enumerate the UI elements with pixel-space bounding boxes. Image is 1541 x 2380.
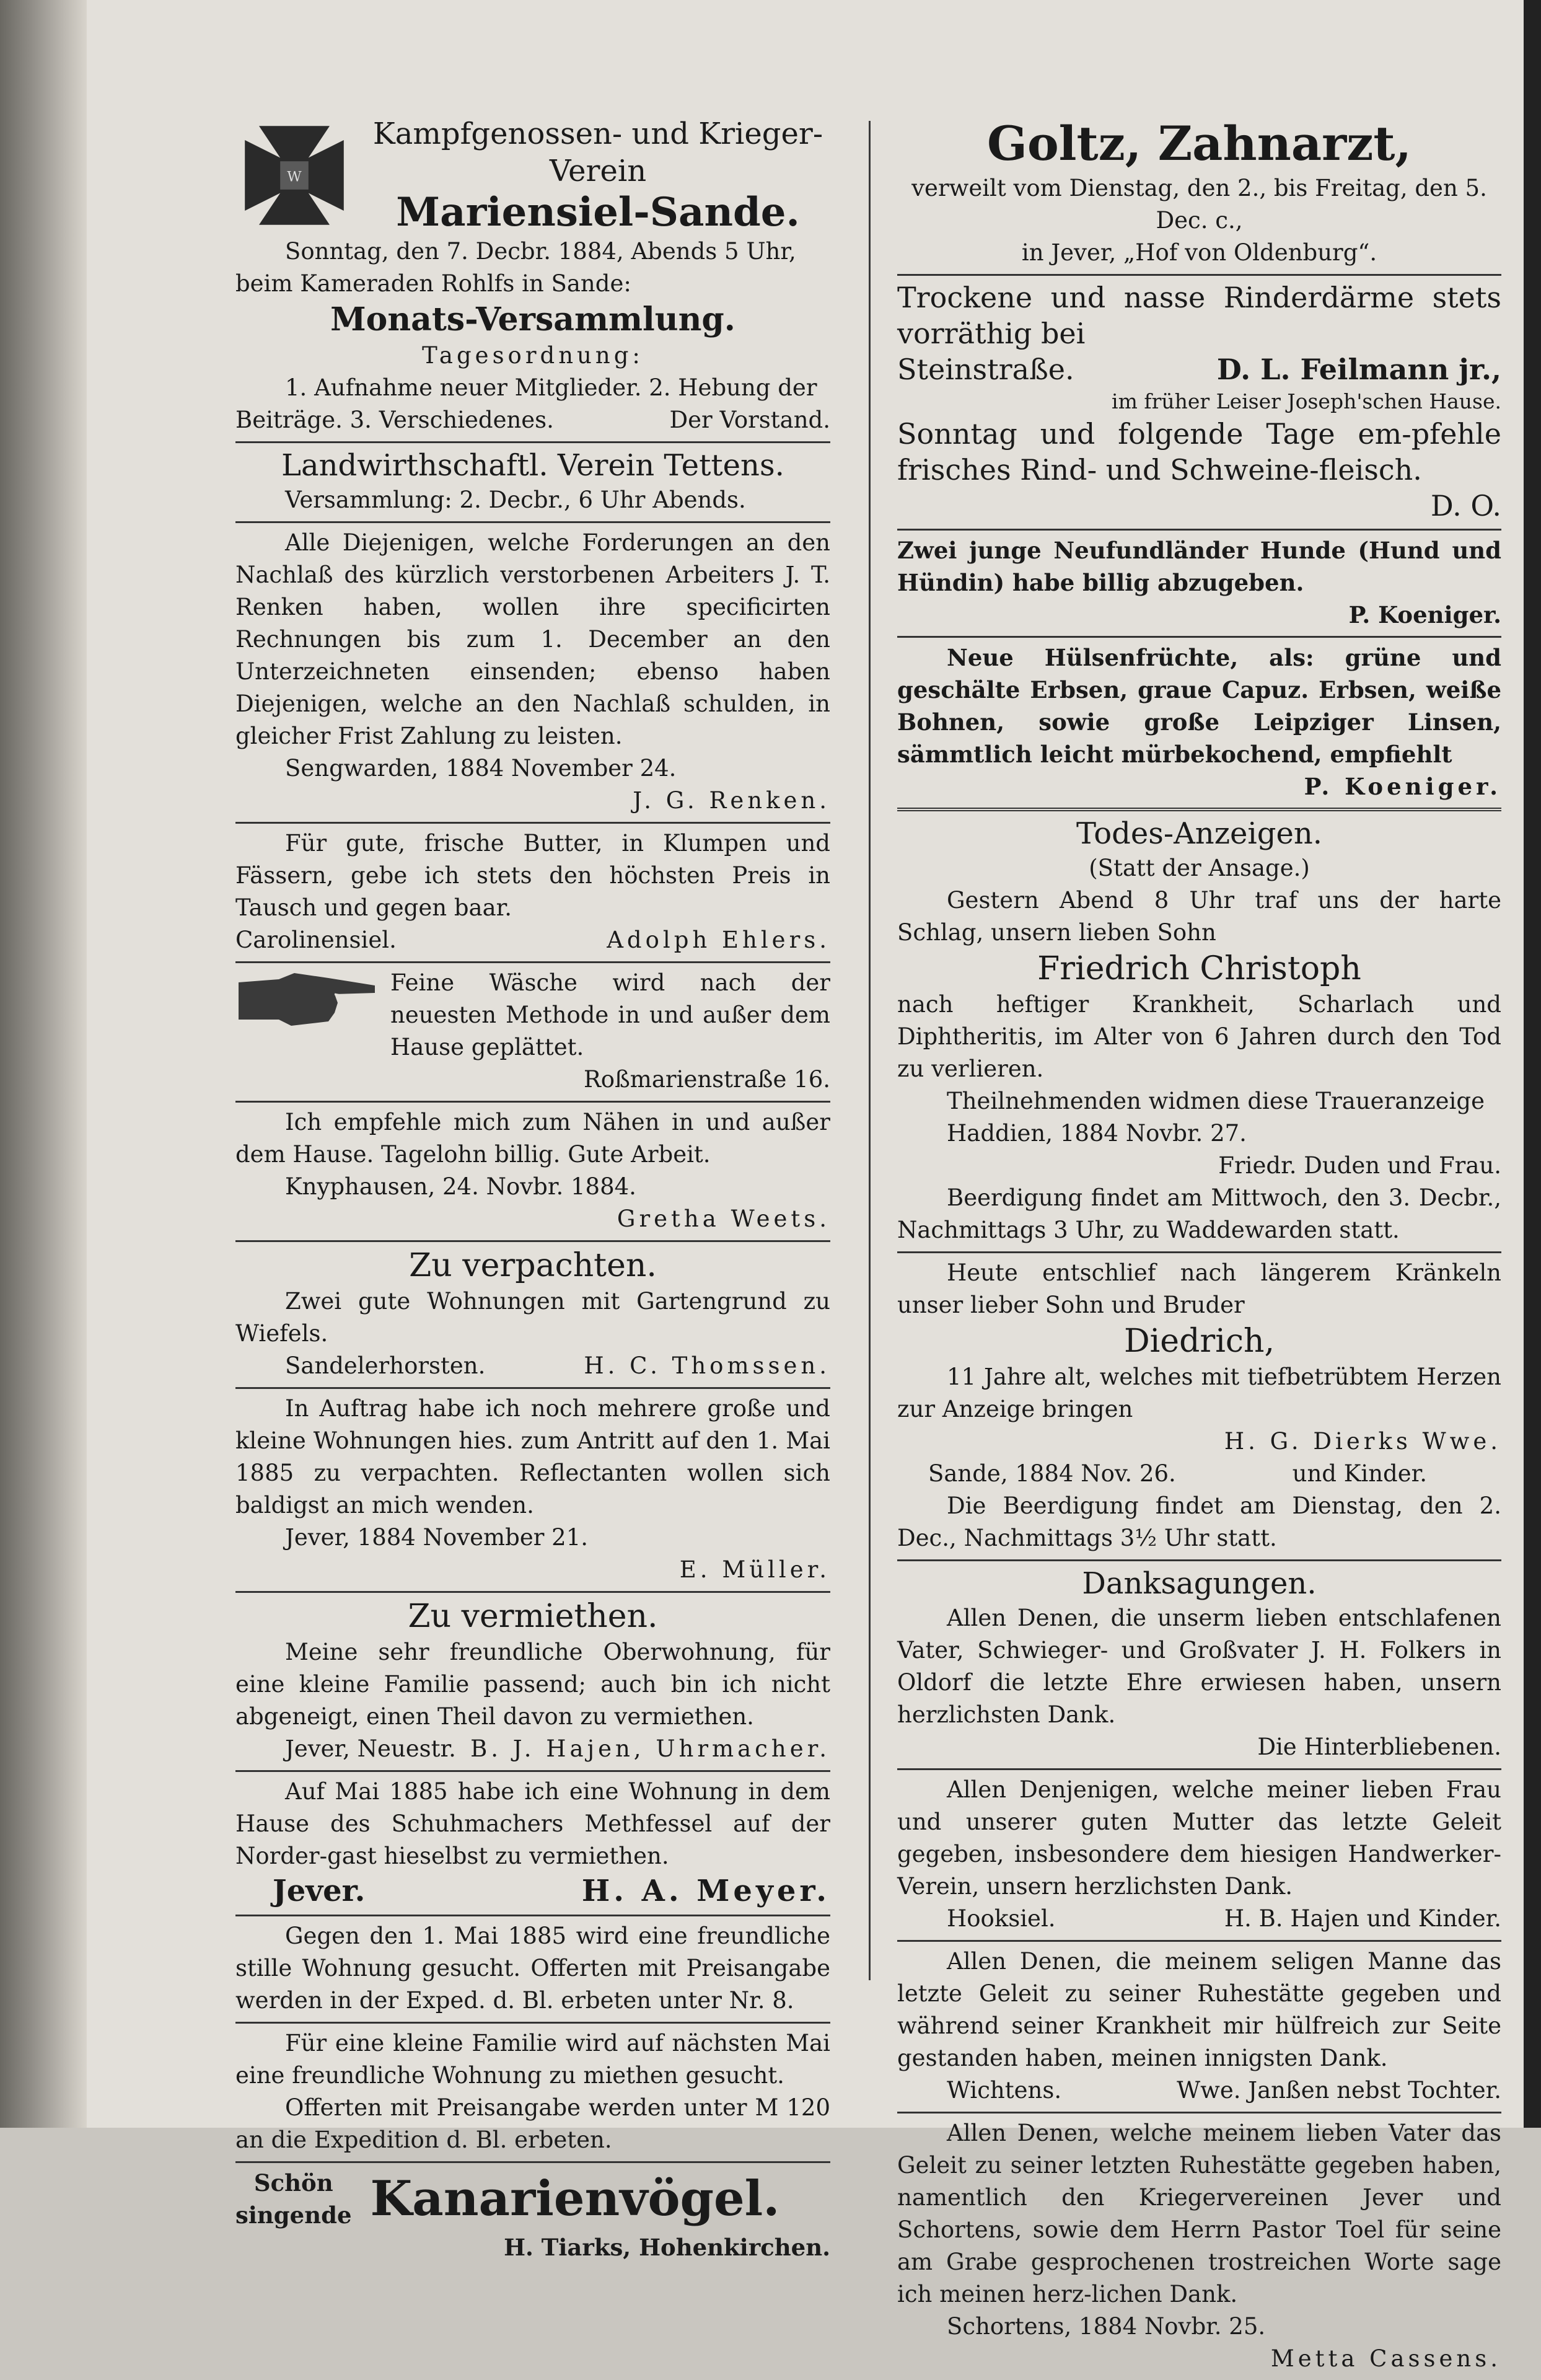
weets-text: Ich empfehle mich zum Nähen in und außer dem Hause. Tagelohn billig. Gute Arbeit.	[235, 1109, 830, 1168]
meyer-text: Auf Mai 1885 habe ich eine Wohnung in dem Hause des Schuhmachers Methfessel auf der Norder-gast hieselbst zu vermiethen.	[235, 1778, 830, 1869]
tettens-line: Versammlung: 2. Decbr., 6 Uhr Abends.	[285, 487, 746, 513]
weets-place: Knyphausen, 24. Novbr. 1884.	[285, 1173, 636, 1200]
kriegerverein-item-2: Beiträge. 3. Verschiedenes.	[235, 407, 554, 433]
ad-goltz	[897, 112, 1501, 276]
dierks-burial: Die Beerdigung findet am Dienstag, den 2. Dec., Nachmittags 3½ Uhr statt.	[897, 1492, 1501, 1551]
dank-title: Danksagungen.	[1082, 1566, 1317, 1601]
ad-feilmann	[897, 276, 1501, 531]
ad-ehlers	[235, 824, 830, 963]
huelsen-text: Neue Hülsenfrüchte, als: grüne und geschälte Erbsen, graue Capuz. Erbsen, weiße Bohnen, sowie große Leipziger Linsen, sämmtlich leicht mürbekochend, empfiehlt	[897, 644, 1501, 768]
mueller-text: In Auftrag habe ich noch mehrere große und kleine Wohnungen hies. zum Antritt auf den 1. Mai 1885 zu verpachten. Reflectanten wollen sich baldigst an mich wenden.	[235, 1395, 830, 1518]
ad-renken	[235, 523, 830, 824]
kriegerverein-heading: Monats-Versammlung.	[330, 301, 735, 338]
ad-gesucht-2	[235, 2024, 830, 2163]
feilmann-place: Steinstraße.	[897, 353, 1074, 386]
kanarien-signer: H. Tiarks, Hohenkirchen.	[504, 2234, 830, 2261]
kriegerverein-line-1: Sonntag, den 7. Decbr. 1884, Abends 5 Uhr,	[285, 238, 796, 265]
kriegerverein-title-1: Kampfgenossen- und Krieger-	[372, 117, 823, 151]
right-column	[897, 112, 1501, 2380]
duden-signer: Friedr. Duden und Frau.	[1218, 1152, 1501, 1179]
duden-name: Friedrich Christoph	[1037, 950, 1361, 987]
hajen-place: Hooksiel.	[947, 1905, 1056, 1932]
dierks-line-2: 11 Jahre alt, welches mit tiefbetrübtem Herzen zur Anzeige bringen	[897, 1364, 1501, 1422]
janssen-place: Wichtens.	[947, 2077, 1062, 2104]
feilmann-text-2: Sonntag und folgende Tage em-pfehle frisches Rind- und Schweine-fleisch.	[897, 417, 1501, 487]
ad-verpachten	[235, 1242, 830, 1389]
cassens-place: Schortens, 1884 Novbr. 25.	[947, 2313, 1266, 2340]
column-divider	[869, 121, 871, 1980]
kriegerverein-item-1: 1. Aufnahme neuer Mitglieder. 2. Hebung der	[285, 374, 817, 401]
ehlers-text: Für gute, frische Butter, in Klumpen und Fässern, gebe ich stets den höchsten Preis in Tausch und gegen baar.	[235, 830, 830, 921]
kriegerverein-header	[235, 115, 830, 236]
todes-title: Todes-Anzeigen.	[1076, 816, 1323, 851]
dierks-line-1: Heute entschlief nach längerem Kränkeln unser lieber Sohn und Bruder	[897, 1259, 1501, 1318]
kanarien-pre-1: Schön	[253, 2169, 333, 2197]
folkers-signer: Die Hinterbliebenen.	[1257, 1734, 1501, 1760]
ad-todesanzeige-dierks	[897, 1253, 1501, 1561]
ad-danksagung-hajen	[897, 1770, 1501, 1942]
ad-vermiethen	[235, 1593, 830, 1772]
gesucht2-text-2: Offerten mit Preisangabe werden unter M 120 an die Expedition d. Bl. erbeten.	[235, 2094, 830, 2153]
ehlers-signer: Adolph Ehlers.	[607, 927, 830, 953]
dierks-signer: H. G. Dierks Wwe.	[1224, 1428, 1501, 1455]
gesucht2-text: Für eine kleine Familie wird auf nächsten Mai eine freundliche Wohnung zu miethen gesucht.	[235, 2030, 830, 2089]
ad-hunde	[897, 531, 1501, 638]
kriegerverein-title-2: Verein	[549, 154, 647, 188]
ad-weets	[235, 1103, 830, 1242]
verpachten-place: Sandelerhorsten.	[285, 1352, 486, 1379]
book-gutter	[0, 0, 87, 2128]
duden-place: Haddien, 1884 Novbr. 27.	[947, 1120, 1247, 1147]
hunde-text: Zwei junge Neufundländer Hunde (Hund und Hündin) habe billig abzugeben.	[897, 537, 1501, 596]
goltz-line-2: in Jever, „Hof von Oldenburg“.	[1021, 239, 1377, 266]
page-edge	[1524, 0, 1541, 2128]
ad-danksagung-cassens	[897, 2113, 1501, 2380]
kanarien-title: Kanarienvögel.	[370, 2171, 780, 2227]
verpachten-text: Zwei gute Wohnungen mit Gartengrund zu Wiefels.	[235, 1288, 830, 1347]
ad-danksagung-folkers	[897, 1561, 1501, 1770]
weets-signer: Gretha Weets.	[617, 1205, 830, 1232]
dierks-name: Diedrich,	[1123, 1323, 1275, 1360]
hunde-signer: P. Koeniger.	[1348, 601, 1501, 628]
mueller-place: Jever, 1884 November 21.	[285, 1524, 589, 1551]
dierks-signer-2: und Kinder.	[1292, 1460, 1427, 1487]
cassens-signer: Metta Cassens.	[1270, 2345, 1501, 2372]
duden-line-1: Gestern Abend 8 Uhr traf uns der harte Schlag, unsern lieben Sohn	[897, 887, 1501, 946]
ad-todesanzeige-duden	[897, 811, 1501, 1253]
ad-gesucht-1	[235, 1916, 830, 2024]
ad-danksagung-janssen	[897, 1942, 1501, 2113]
tettens-title: Landwirthschaftl. Verein Tettens.	[281, 448, 784, 483]
ad-kriegerverein	[235, 112, 830, 443]
vermiethen-signer: B. J. Hajen, Uhrmacher.	[470, 1735, 830, 1762]
feilmann-text: Trockene und nasse Rinderdärme stets vorräthig bei	[897, 281, 1501, 350]
vermiethen-text: Meine sehr freundliche Oberwohnung, für eine kleine Familie passend; auch bin ich nicht abgeneigt, einen Theil davon zu vermiethen.	[235, 1639, 830, 1730]
ad-waesche	[235, 963, 830, 1103]
janssen-signer: Wwe. Janßen nebst Tochter.	[1177, 2077, 1501, 2104]
folkers-text: Allen Denen, die unserm lieben entschlafenen Vater, Schwieger- und Großvater J. H. Folkers in Oldorf die letzte Ehre erwiesen haben, unsern herzlichsten Dank.	[897, 1605, 1501, 1728]
meyer-signer: H. A. Meyer.	[581, 1874, 830, 1908]
ad-meyer	[235, 1772, 830, 1916]
ad-mueller	[235, 1389, 830, 1593]
renken-signer: J. G. Renken.	[633, 787, 830, 814]
waesche-address: Roßmarienstraße 16.	[583, 1066, 830, 1093]
goltz-title: Goltz, Zahnarzt,	[987, 116, 1411, 171]
feilmann-signer-2: D. O.	[1430, 489, 1501, 522]
kriegerverein-signer: Der Vorstand.	[669, 407, 830, 433]
ehlers-place: Carolinensiel.	[235, 927, 397, 953]
cassens-text: Allen Denen, welche meinem lieben Vater das Geleit zu seiner letzten Ruhestätte gegeben haben, namentlich den Kriegervereinen Jever und Schortens, sowie dem Herrn Pastor Toel für seine am Grabe gesprochenen trostreichen Worte sage ich meinen herz-lichen Dank.	[897, 2120, 1501, 2307]
kriegerverein-title-3: Mariensiel-Sande.	[396, 189, 800, 236]
verpachten-title: Zu verpachten.	[409, 1247, 657, 1284]
kanarien-pre-2: singende	[235, 2202, 352, 2229]
verpachten-signer: H. C. Thomssen.	[584, 1352, 830, 1379]
dierks-place: Sande, 1884 Nov. 26.	[928, 1460, 1176, 1487]
duden-line-3: Theilnehmenden widmen diese Traueranzeige	[947, 1088, 1485, 1114]
huelsen-signer: P. Koeniger.	[1304, 773, 1501, 800]
vermiethen-title: Zu vermiethen.	[408, 1598, 658, 1635]
renken-text: Alle Diejenigen, welche Forderungen an den Nachlaß des kürzlich verstorbenen Arbeiters J. T. Renken haben, wollen ihre specificirten Rechnungen bis zum 1. December an den Unterzeichneten einsenden; ebenso haben Diejenigen, welche an den Nachlaß schulden, in gleicher Frist Zahlung zu leisten.	[235, 529, 830, 749]
hajen-signer: H. B. Hajen und Kinder.	[1224, 1905, 1501, 1932]
vermiethen-place: Jever, Neuestr.	[285, 1735, 456, 1762]
renken-place: Sengwarden, 1884 November 24.	[285, 755, 677, 782]
janssen-text: Allen Denen, die meinem seligen Manne das letzte Geleit zu seiner Ruhestätte gegeben und während seiner Krankheit mir hülfreich zur Seite gestanden haben, meinen innigsten Dank.	[897, 1948, 1501, 2071]
kriegerverein-agenda: Tagesordnung:	[422, 342, 644, 369]
ad-verein-tettens	[235, 443, 830, 523]
svg-text:W: W	[287, 169, 302, 185]
left-column	[235, 112, 830, 2268]
hajen-text: Allen Denjenigen, welche meiner lieben Frau und unserer guten Mutter das letzte Geleit gegeben, insbesondere dem hiesigen Handwerker-Verein, unsern herzlichsten Dank.	[897, 1776, 1501, 1900]
waesche-text: Feine Wäsche wird nach der neuesten Methode in und außer dem Hause geplättet.	[390, 969, 830, 1060]
feilmann-signer: D. L. Feilmann jr.,	[1216, 353, 1501, 386]
ad-kanarienvoegel	[235, 2163, 830, 2268]
meyer-place: Jever.	[273, 1874, 366, 1908]
iron-cross-icon	[235, 117, 353, 234]
ad-huelsenfruechte	[897, 638, 1501, 811]
gesucht1-text: Gegen den 1. Mai 1885 wird eine freundliche stille Wohnung gesucht. Offerten mit Preisangabe werden in der Exped. d. Bl. erbeten unter Nr. 8.	[235, 1923, 830, 2014]
duden-burial: Beerdigung findet am Mittwoch, den 3. Decbr., Nachmittags 3 Uhr, zu Waddewarden statt.	[897, 1184, 1501, 1243]
goltz-line-1: verweilt vom Dienstag, den 2., bis Freitag, den 5. Dec. c.,	[911, 175, 1487, 234]
feilmann-note: im früher Leiser Joseph'schen Hause.	[1112, 389, 1501, 413]
pointing-hand-icon	[235, 967, 378, 1035]
duden-line-2: nach heftiger Krankheit, Scharlach und Diphtheritis, im Alter von 6 Jahren durch den Tod zu verlieren.	[897, 991, 1501, 1082]
mueller-signer: E. Müller.	[679, 1556, 830, 1583]
kriegerverein-line-2: beim Kameraden Rohlfs in Sande:	[235, 270, 631, 297]
todes-sub: (Statt der Ansage.)	[1089, 855, 1310, 881]
